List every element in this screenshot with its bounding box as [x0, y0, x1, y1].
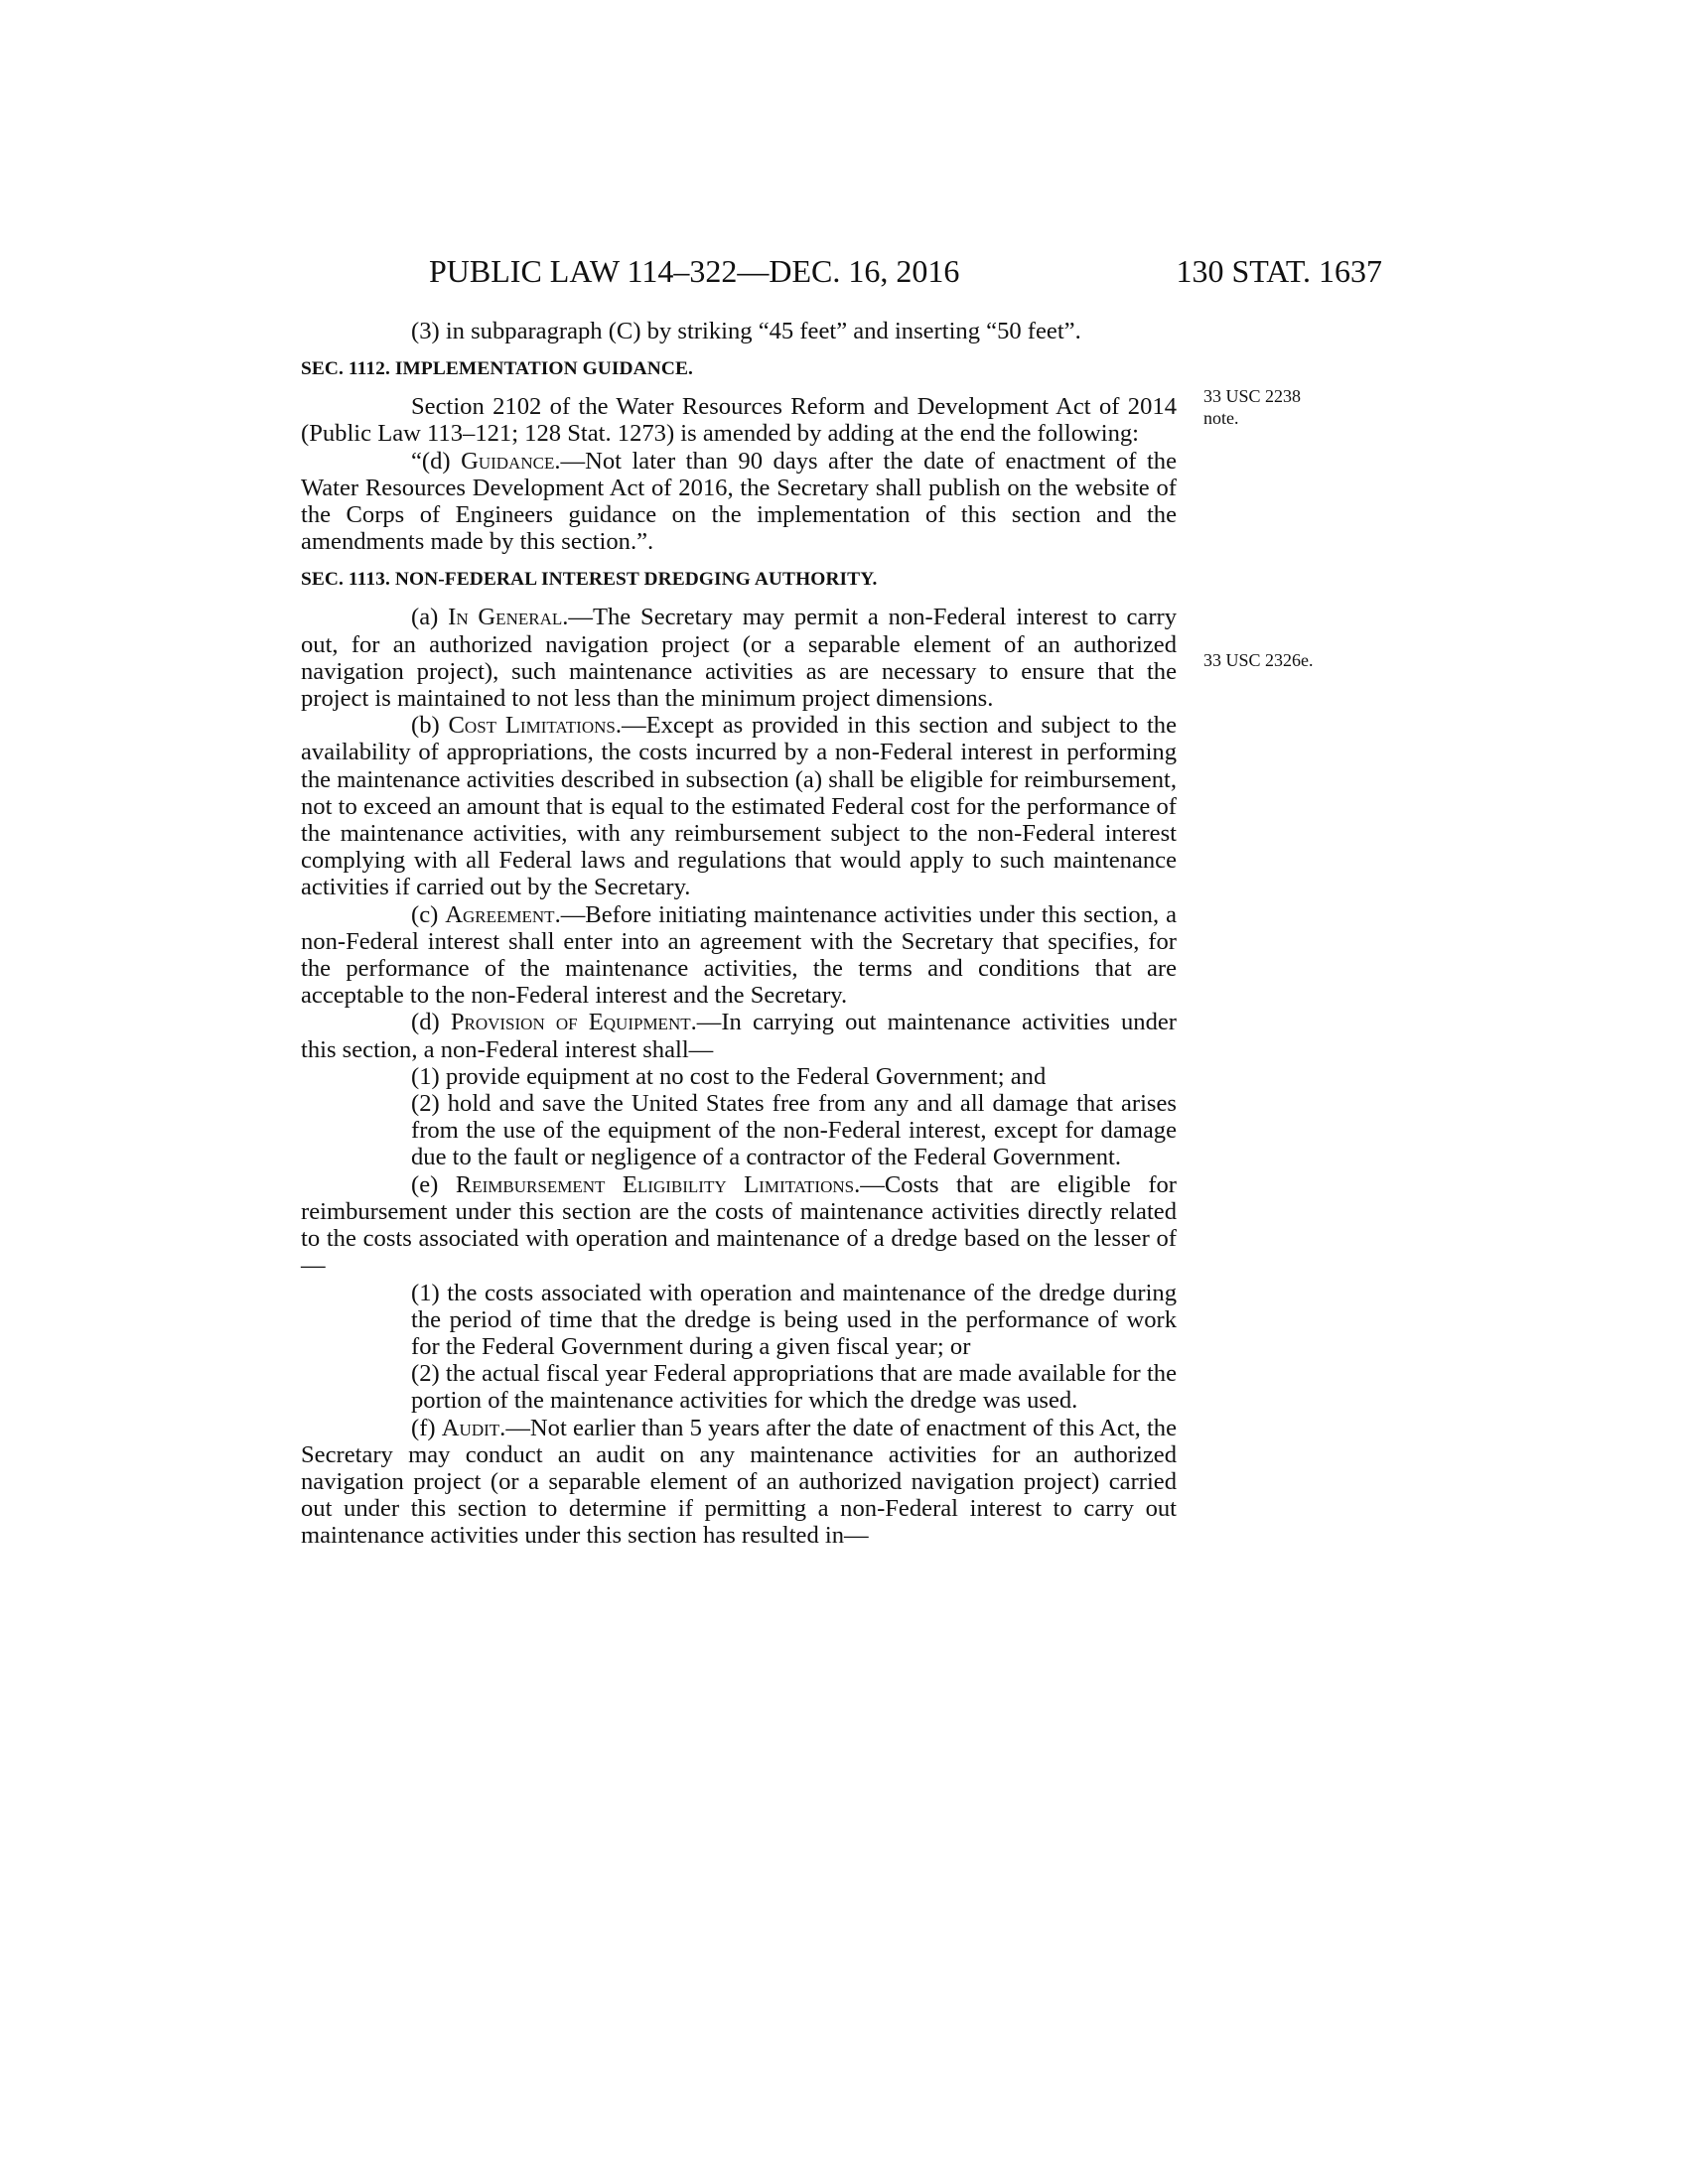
subsection-f-label: (f) [411, 1414, 442, 1441]
document-body [301, 318, 1177, 1550]
section-1113-heading: SEC. 1113. NON-FEDERAL INTEREST DREDGING AUTHORITY. [301, 569, 878, 591]
subsection-f-heading: Audit [441, 1414, 500, 1441]
subsection-a [301, 604, 1177, 712]
paragraph-e-2-text: (2) the actual fiscal year Federal appropriations that are made available for the portion of the maintenance activities for which the dredge was used. [411, 1360, 1177, 1415]
paragraph-item-3: (3) in subparagraph (C) by striking “45 feet” and inserting “50 feet”. [411, 318, 1081, 344]
paragraph-d-1-text: (1) provide equipment at no cost to the Federal Government; and [411, 1062, 1047, 1090]
subsection-e [301, 1171, 1177, 1280]
subsection-c-label: (c) [411, 900, 446, 928]
running-head-title: PUBLIC LAW 114–322—DEC. 16, 2016 [429, 253, 960, 289]
subsection-b-text: .—Except as provided in this section and subject to the availability of appropriations, the costs incurred by a non-Federal interest in performing the maintenance activities described in subsection (a) shall be eligible for reimbursement, not to exceed an amount that is equal to the estimated Federal cost for the performance of the maintenance activities, with any reimbursement subject to the non-Federal interest complying with all Federal laws and regulations that would apply to such maintenance activities if carried out by the Secretary. [301, 712, 1177, 901]
paragraph-d-2-text: (2) hold and save the United States free from any and all damage that arises from the use of the equipment of the non-Federal interest, except for damage due to the fault or negligence of a contractor of the Federal Government. [411, 1090, 1177, 1171]
subsection-d-label: “(d) [411, 447, 462, 475]
subsection-d-text: .—Not later than 90 days after the date of enactment of the Water Resources Development Act of 2016, the Secretary shall publish on the website of the Corps of Engineers guidance on the implementation of this section and the amendments made by this section.”. [301, 447, 1177, 556]
subsection-b-label: (b) [411, 712, 449, 740]
margin-note-1-line-1: 33 USC 2238 [1203, 386, 1302, 406]
statute-page-number: 130 STAT. 1637 [1176, 253, 1382, 289]
subsection-e-label: (e) [411, 1170, 456, 1198]
subsection-e-text: .—Costs that are eligible for reimbursement under this section are the costs of maintenance activities directly related to the costs associated with operation and maintenance of a dredge based on the lesser of— [301, 1170, 1177, 1280]
paragraph-d-1 [191, 1063, 1177, 1090]
subsection-f-text: .—Not earlier than 5 years after the date of enactment of this Act, the Secretary may conduct an audit on any maintenance activities for an authorized navigation project (or a separable element of an authorized navigation project) carried out under this section to determine if permitting a non-Federal interest to carry out maintenance activities under this section has resulted in— [301, 1414, 1178, 1550]
subsection-c-heading: Agreement [445, 900, 555, 928]
subsection-f [301, 1415, 1177, 1550]
subsection-d-text-2: .—In carrying out maintenance activities under this section, a non-Federal interest shall— [301, 1009, 1177, 1063]
subsection-d [301, 1009, 1177, 1062]
subsection-a-label: (a) [411, 604, 449, 631]
margin-note-citation-1 [1203, 385, 1372, 429]
paragraph-d-2 [301, 1090, 1177, 1171]
subsection-c [301, 901, 1177, 1010]
subsection-a-heading: In General [448, 604, 563, 631]
section-1112-paragraph: Section 2102 of the Water Resources Reform and Development Act of 2014 (Public Law 113–121; 128 Stat. 1273) is amended by adding at the end the following: [301, 393, 1177, 448]
subsection-c-text: .—Before initiating maintenance activities under this section, a non-Federal interest shall enter into an agreement with the Secretary that specifies, for the performance of the maintenance activities, the terms and conditions that are acceptable to the non-Federal interest and the Secretary. [301, 900, 1177, 1010]
subsection-d-heading: Guidance [461, 447, 555, 475]
subsection-b-heading: Cost Limitations [448, 712, 616, 740]
paragraph-e-1-text: (1) the costs associated with operation and maintenance of the dredge during the period of time that the dredge is being used in the performance of work for the Federal Government during a given fiscal year; or [411, 1279, 1177, 1360]
subsection-d-label-2: (d) [411, 1009, 451, 1036]
subsection-a-text: .—The Secretary may permit a non-Federal interest to carry out, for an authorized navigation project (or a separable element of an authorized navigation project), such maintenance activities as are necessary to ensure that the project is maintained to not less than the minimum project dimensions. [301, 604, 1177, 713]
paragraph-e-1 [301, 1280, 1177, 1361]
section-1112-subsection-d [301, 448, 1177, 556]
page-header [429, 246, 1382, 296]
subsection-b [301, 712, 1177, 900]
paragraph-e-2 [301, 1360, 1177, 1414]
margin-note-1-line-2: note. [1203, 408, 1239, 428]
section-1112-heading: SEC. 1112. IMPLEMENTATION GUIDANCE. [301, 358, 693, 380]
subsection-d-heading-2: Provision of Equipment [450, 1009, 691, 1036]
margin-note-citation-2: 33 USC 2326e. [1203, 650, 1314, 670]
subsection-e-heading: Reimbursement Eligibility Limitations [455, 1170, 855, 1198]
